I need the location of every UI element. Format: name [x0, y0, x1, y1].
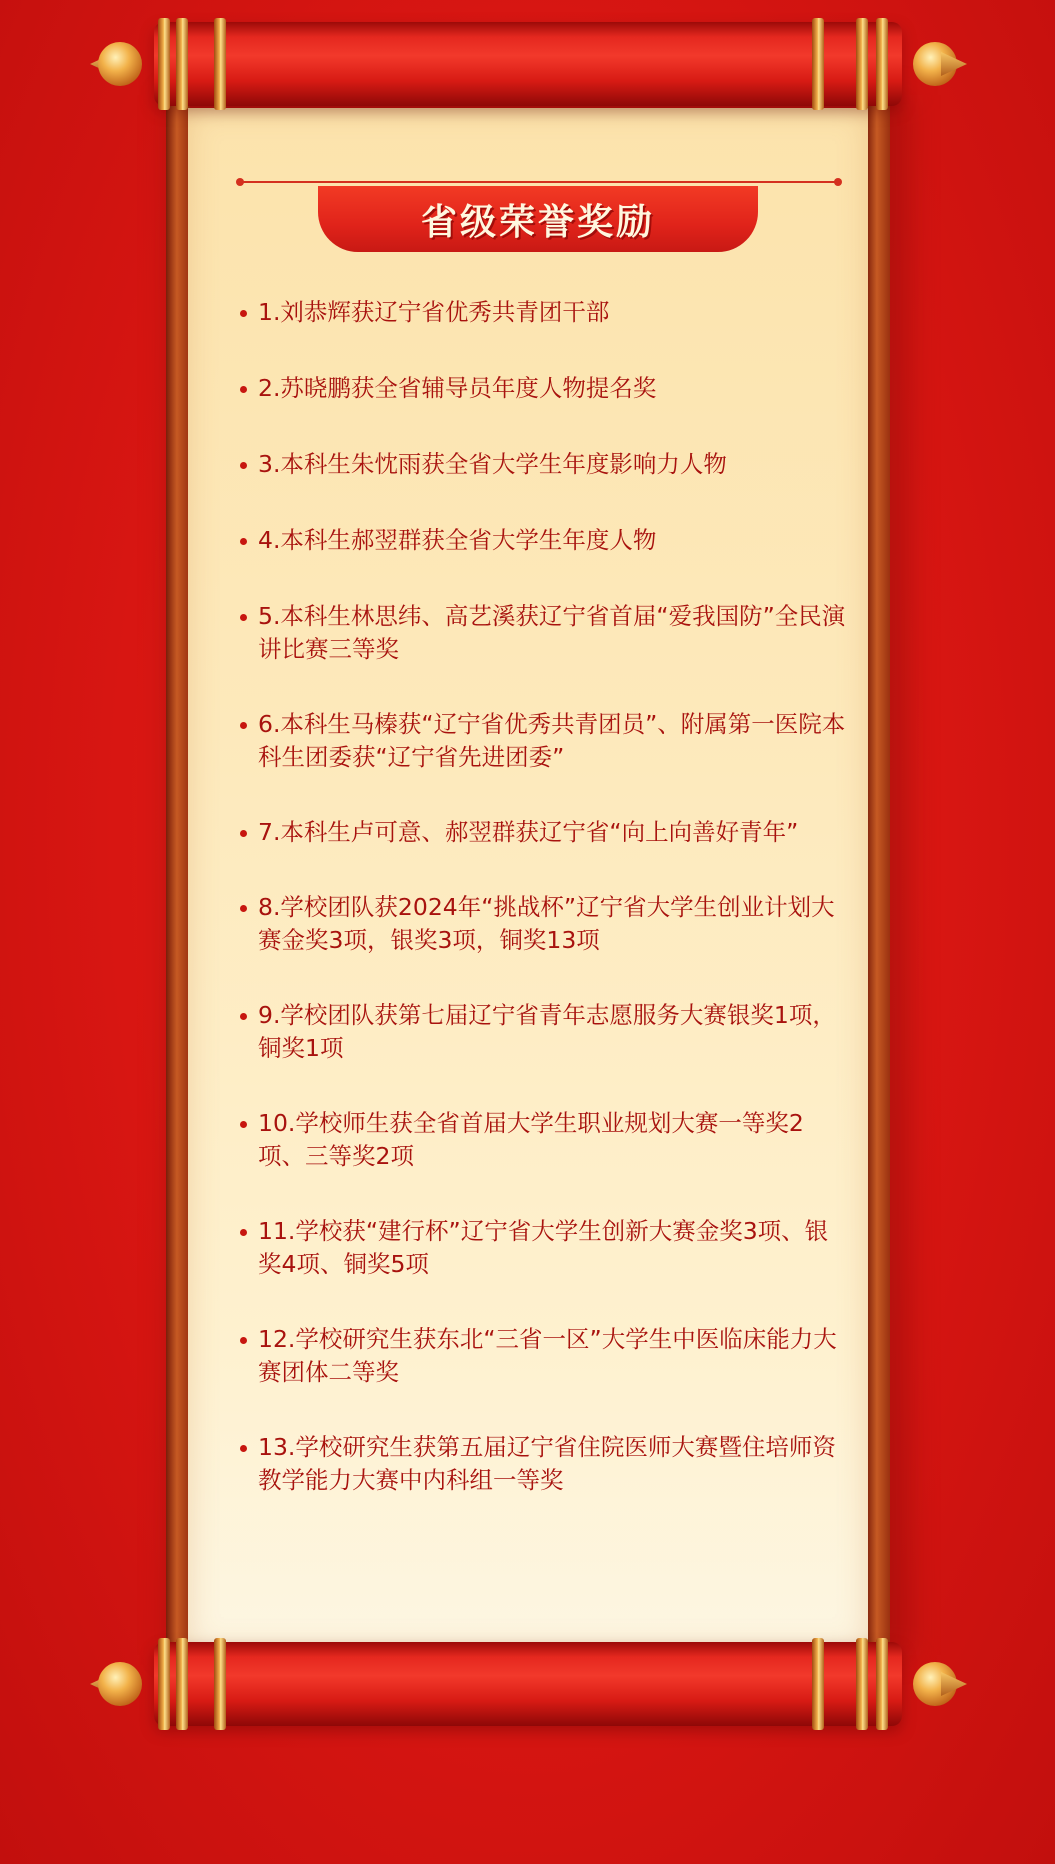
roller-cap-left	[98, 32, 144, 96]
bullet-dot	[240, 905, 247, 912]
bullet-dot	[240, 310, 247, 317]
award-text: 7.本科生卢可意、郝翌群获辽宁省“向上向善好青年”	[258, 818, 799, 846]
award-text: 6.本科生马榛获“辽宁省优秀共青团员”、附属第一医院本科生团委获“辽宁省先进团委”	[258, 710, 846, 771]
award-item	[238, 524, 850, 557]
roller-band	[214, 1638, 226, 1730]
top-scroll-roller	[96, 14, 959, 114]
award-item	[238, 296, 850, 329]
award-text: 4.本科生郝翌群获全省大学生年度人物	[258, 526, 657, 554]
award-text: 10.学校师生获全省首届大学生职业规划大赛一等奖2项、三等奖2项	[258, 1109, 804, 1170]
award-item	[238, 1323, 850, 1389]
bullet-dot	[240, 1445, 247, 1452]
title-divider	[240, 181, 838, 183]
bullet-dot	[240, 1229, 247, 1236]
roller-cap-right	[913, 32, 959, 96]
award-text: 3.本科生朱忱雨获全省大学生年度影响力人物	[258, 450, 727, 478]
roller-cap-left	[98, 1652, 144, 1716]
title-banner	[318, 186, 758, 252]
award-text: 11.学校获“建行杯”辽宁省大学生创新大赛金奖3项、银奖4项、铜奖5项	[258, 1217, 829, 1278]
award-item	[238, 1107, 850, 1173]
bullet-dot	[240, 462, 247, 469]
roller-band	[812, 1638, 824, 1730]
award-text: 9.学校团队获第七届辽宁省青年志愿服务大赛银奖1项，铜奖1项	[258, 1001, 836, 1062]
roller-band	[876, 18, 888, 110]
bullet-dot	[240, 1013, 247, 1020]
award-text: 1.刘恭辉获辽宁省优秀共青团干部	[258, 298, 610, 326]
roller-band	[812, 18, 824, 110]
award-item	[238, 600, 850, 666]
award-item	[238, 1215, 850, 1281]
award-list	[238, 296, 850, 1497]
bullet-dot	[240, 386, 247, 393]
award-text: 13.学校研究生获第五届辽宁省住院医师大赛暨住培师资教学能力大赛中内科组一等奖	[258, 1433, 836, 1494]
page-title: 省级荣誉奖励	[420, 201, 655, 243]
roller-cap-right	[913, 1652, 959, 1716]
bullet-dot	[240, 1121, 247, 1128]
scroll-left-edge	[166, 100, 190, 1650]
award-text: 2.苏晓鹏获全省辅导员年度人物提名奖	[258, 374, 657, 402]
award-item	[238, 891, 850, 957]
bullet-dot	[240, 722, 247, 729]
bottom-scroll-roller	[96, 1634, 959, 1734]
roller-band	[876, 1638, 888, 1730]
roller-band	[176, 18, 188, 110]
award-item	[238, 448, 850, 481]
award-text: 8.学校团队获2024年“挑战杯”辽宁省大学生创业计划大赛金奖3项，银奖3项，铜奖13项	[258, 893, 835, 954]
award-item	[238, 372, 850, 405]
roller-band	[856, 18, 868, 110]
award-text: 12.学校研究生获东北“三省一区”大学生中医临床能力大赛团体二等奖	[258, 1325, 837, 1386]
roller-band	[214, 18, 226, 110]
roller-band	[856, 1638, 868, 1730]
award-item	[238, 1431, 850, 1497]
roller-band	[158, 18, 170, 110]
top-roller-cylinder	[154, 22, 902, 106]
award-item	[238, 999, 850, 1065]
bullet-dot	[240, 538, 247, 545]
roller-band	[158, 1638, 170, 1730]
bullet-dot	[240, 1337, 247, 1344]
award-item	[238, 816, 850, 849]
roller-band	[176, 1638, 188, 1730]
award-text: 5.本科生林思纬、高艺溪获辽宁省首届“爱我国防”全民演讲比赛三等奖	[258, 602, 846, 663]
scroll-right-edge	[866, 100, 890, 1650]
bullet-dot	[240, 830, 247, 837]
award-item	[238, 708, 850, 774]
bullet-dot	[240, 614, 247, 621]
bottom-roller-cylinder	[154, 1642, 902, 1726]
